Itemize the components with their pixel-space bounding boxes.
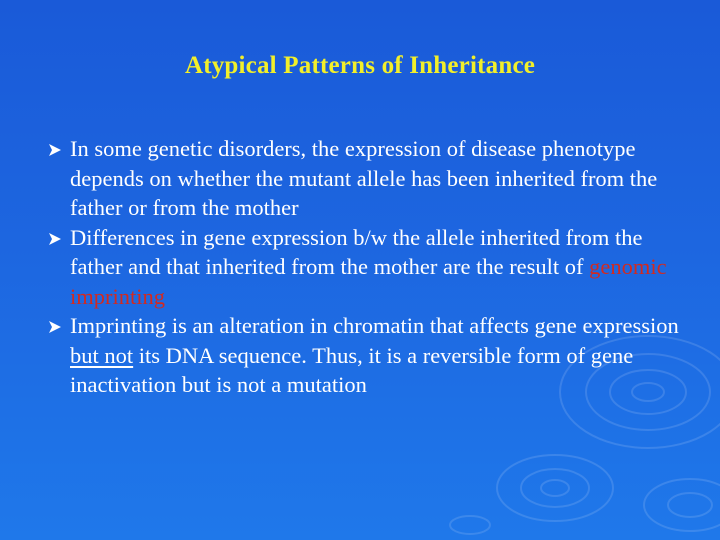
underlined-phrase: but not bbox=[70, 342, 134, 368]
slide-title: Atypical Patterns of Inheritance bbox=[184, 52, 536, 79]
arrow-bullet-icon bbox=[48, 320, 62, 334]
bullet-item bbox=[48, 134, 688, 223]
arrow-bullet-icon bbox=[48, 143, 62, 157]
bullet-item bbox=[48, 223, 688, 312]
bullet-item bbox=[48, 311, 688, 400]
highlight-term: genomic imprinting bbox=[70, 254, 667, 309]
bullet-list bbox=[48, 134, 688, 400]
bullet-text: Differences in gene expression b/w the allele inherited from the father and that inherited from the mother are the result of bbox=[70, 224, 643, 279]
bullet-text-continued: its DNA sequence. Thus, it is a reversible form of gene inactivation but is not a mutation bbox=[70, 342, 634, 397]
bullet-text: In some genetic disorders, the expression of disease phenotype depends on whether the mutant allele has been inherited from the father or from the mother bbox=[70, 136, 658, 220]
arrow-bullet-icon bbox=[48, 232, 62, 246]
bullet-text: Imprinting is an alteration in chromatin that affects gene expression bbox=[70, 313, 679, 338]
